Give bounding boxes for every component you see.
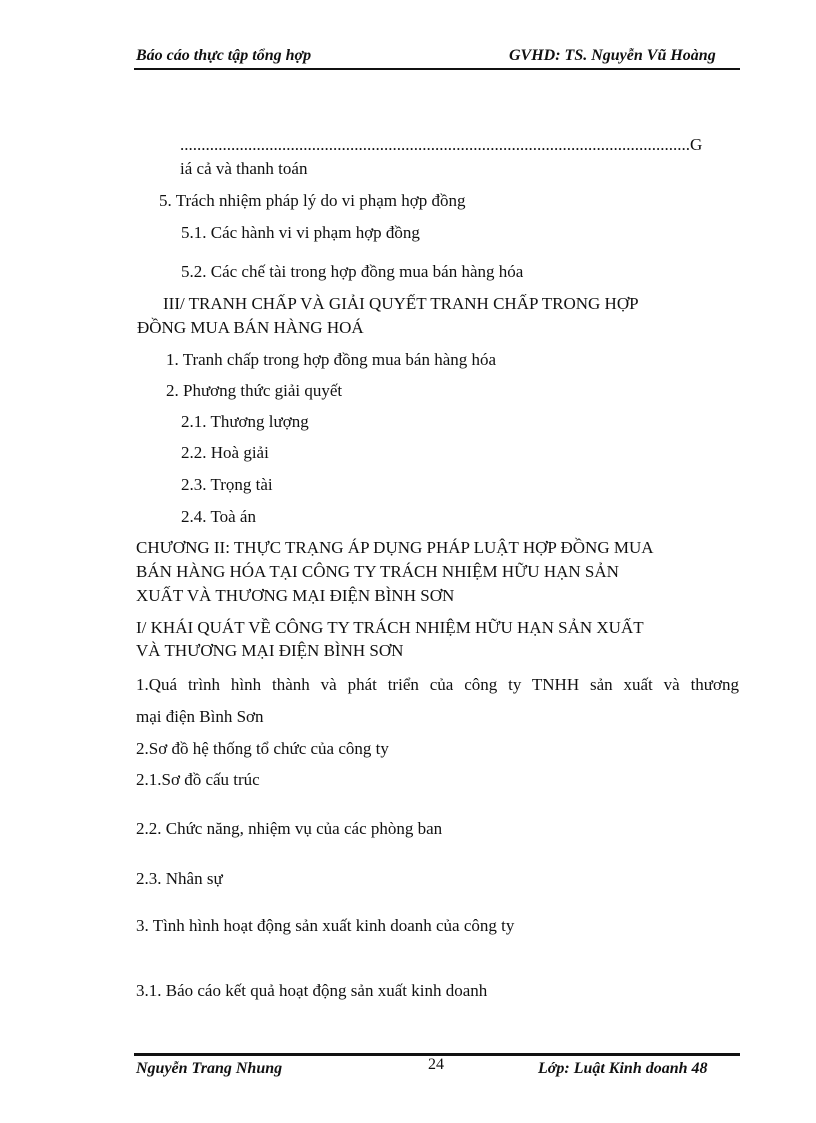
toc-item-5-1: 5.1. Các hành vi vi phạm hợp đồng	[181, 223, 420, 242]
footer-author: Nguyễn Trang Nhung	[136, 1060, 283, 1077]
toc-chapter-ii-line3: XUẤT VÀ THƯƠNG MẠI ĐIỆN BÌNH SƠN	[136, 586, 455, 605]
footer-page-number: 24	[428, 1056, 444, 1073]
toc-item-2-4: 2.4. Toà án	[181, 507, 256, 526]
toc-line-gia-ca: iá cả và thanh toán	[180, 159, 308, 178]
toc-item-5-2: 5.2. Các chế tài trong hợp đồng mua bán hàng hóa	[181, 262, 524, 281]
toc-item-5: 5. Trách nhiệm pháp lý do vi phạm hợp đồng	[159, 191, 466, 210]
toc-chapter-ii-line1: CHƯƠNG II: THỰC TRẠNG ÁP DỤNG PHÁP LUẬT HỢP ĐỒNG MUA	[136, 538, 654, 557]
toc-item-2-2: 2.2. Hoà giải	[181, 443, 269, 462]
toc-chapter-ii-line2: BÁN HÀNG HÓA TẠI CÔNG TY TRÁCH NHIỆM HỮU HẠN SẢN	[136, 562, 619, 581]
footer-class: Lớp: Luật Kinh doanh 48	[538, 1060, 708, 1077]
toc-c2-item-1-line2: mại điện Bình Sơn	[136, 707, 264, 726]
toc-section-i-line2: VÀ THƯƠNG MẠI ĐIỆN BÌNH SƠN	[136, 641, 404, 660]
header-title: Báo cáo thực tập tổng hợp	[136, 47, 312, 64]
toc-c2-item-3: 3. Tình hình hoạt động sản xuất kinh doanh của công ty	[136, 916, 515, 935]
toc-section-iii-line2: ĐỒNG MUA BÁN HÀNG HOÁ	[137, 318, 364, 337]
toc-c2-item-3-1: 3.1. Báo cáo kết quả hoạt động sản xuất kinh doanh	[136, 981, 488, 1000]
header-rule	[134, 68, 740, 70]
toc-c2-item-2-3: 2.3. Nhân sự	[136, 869, 223, 888]
toc-item-2: 2. Phương thức giải quyết	[166, 381, 343, 400]
toc-section-i-line1: I/ KHÁI QUÁT VỀ CÔNG TY TRÁCH NHIỆM HỮU HẠN SẢN XUẤT	[136, 618, 644, 637]
toc-c2-item-1-line1: 1.Quá trình hình thành và phát triển của công ty TNHH sản xuất và thương	[136, 675, 739, 694]
toc-c2-item-2-1: 2.1.Sơ đồ cấu trúc	[136, 770, 260, 789]
toc-c2-item-2-2: 2.2. Chức năng, nhiệm vụ của các phòng ban	[136, 819, 443, 838]
toc-c2-item-2: 2.Sơ đồ hệ thống tổ chức của công ty	[136, 739, 389, 758]
toc-item-2-1: 2.1. Thương lượng	[181, 412, 309, 431]
header-supervisor: GVHD: TS. Nguyễn Vũ Hoàng	[509, 47, 716, 64]
toc-item-1: 1. Tranh chấp trong hợp đồng mua bán hàng hóa	[166, 350, 497, 369]
toc-item-2-3: 2.3. Trọng tài	[181, 475, 273, 494]
toc-dots-line: ........................................................................................................................G	[180, 135, 703, 154]
toc-section-iii-line1: III/ TRANH CHẤP VÀ GIẢI QUYẾT TRANH CHẤP TRONG HỢP	[163, 294, 639, 313]
